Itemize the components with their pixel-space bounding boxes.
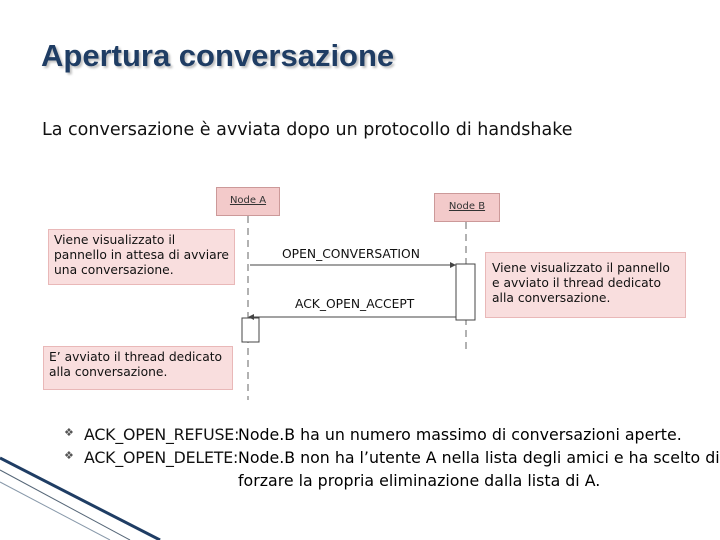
- bullet-description-continued: forzare la propria eliminazione dalla lista di A.: [238, 471, 601, 490]
- activation-node-b: [456, 264, 475, 320]
- bullet-description: Node.B ha un numero massimo di conversazioni aperte.: [238, 425, 682, 444]
- message-open-conversation: OPEN_CONVERSATION: [282, 247, 420, 261]
- decorative-corner-lines: [0, 458, 160, 540]
- bullet-term: ACK_OPEN_DELETE:: [84, 448, 239, 467]
- bullet-icon: ❖: [64, 449, 74, 462]
- slide-subtitle: La conversazione è avviata dopo un protocollo di handshake: [42, 120, 573, 140]
- node-a-box: Node A: [216, 187, 280, 216]
- note-right: Viene visualizzato il pannello e avviato il thread dedicato alla conversazione.: [485, 252, 686, 318]
- note-bottom: E’ avviato il thread dedicato alla conversazione.: [43, 346, 233, 390]
- bullet-description: Node.B non ha l’utente A nella lista degli amici e ha scelto di: [238, 448, 720, 467]
- message-ack-open-accept: ACK_OPEN_ACCEPT: [295, 297, 415, 311]
- activation-node-a: [242, 318, 259, 342]
- bullet-term: ACK_OPEN_REFUSE:: [84, 425, 240, 444]
- slide-title: Apertura conversazione: [41, 38, 395, 73]
- node-b-box: Node B: [434, 193, 500, 222]
- note-left: Viene visualizzato il pannello in attesa di avviare una conversazione.: [48, 229, 235, 285]
- arrowhead-open: [450, 262, 456, 268]
- bullet-icon: ❖: [64, 426, 74, 439]
